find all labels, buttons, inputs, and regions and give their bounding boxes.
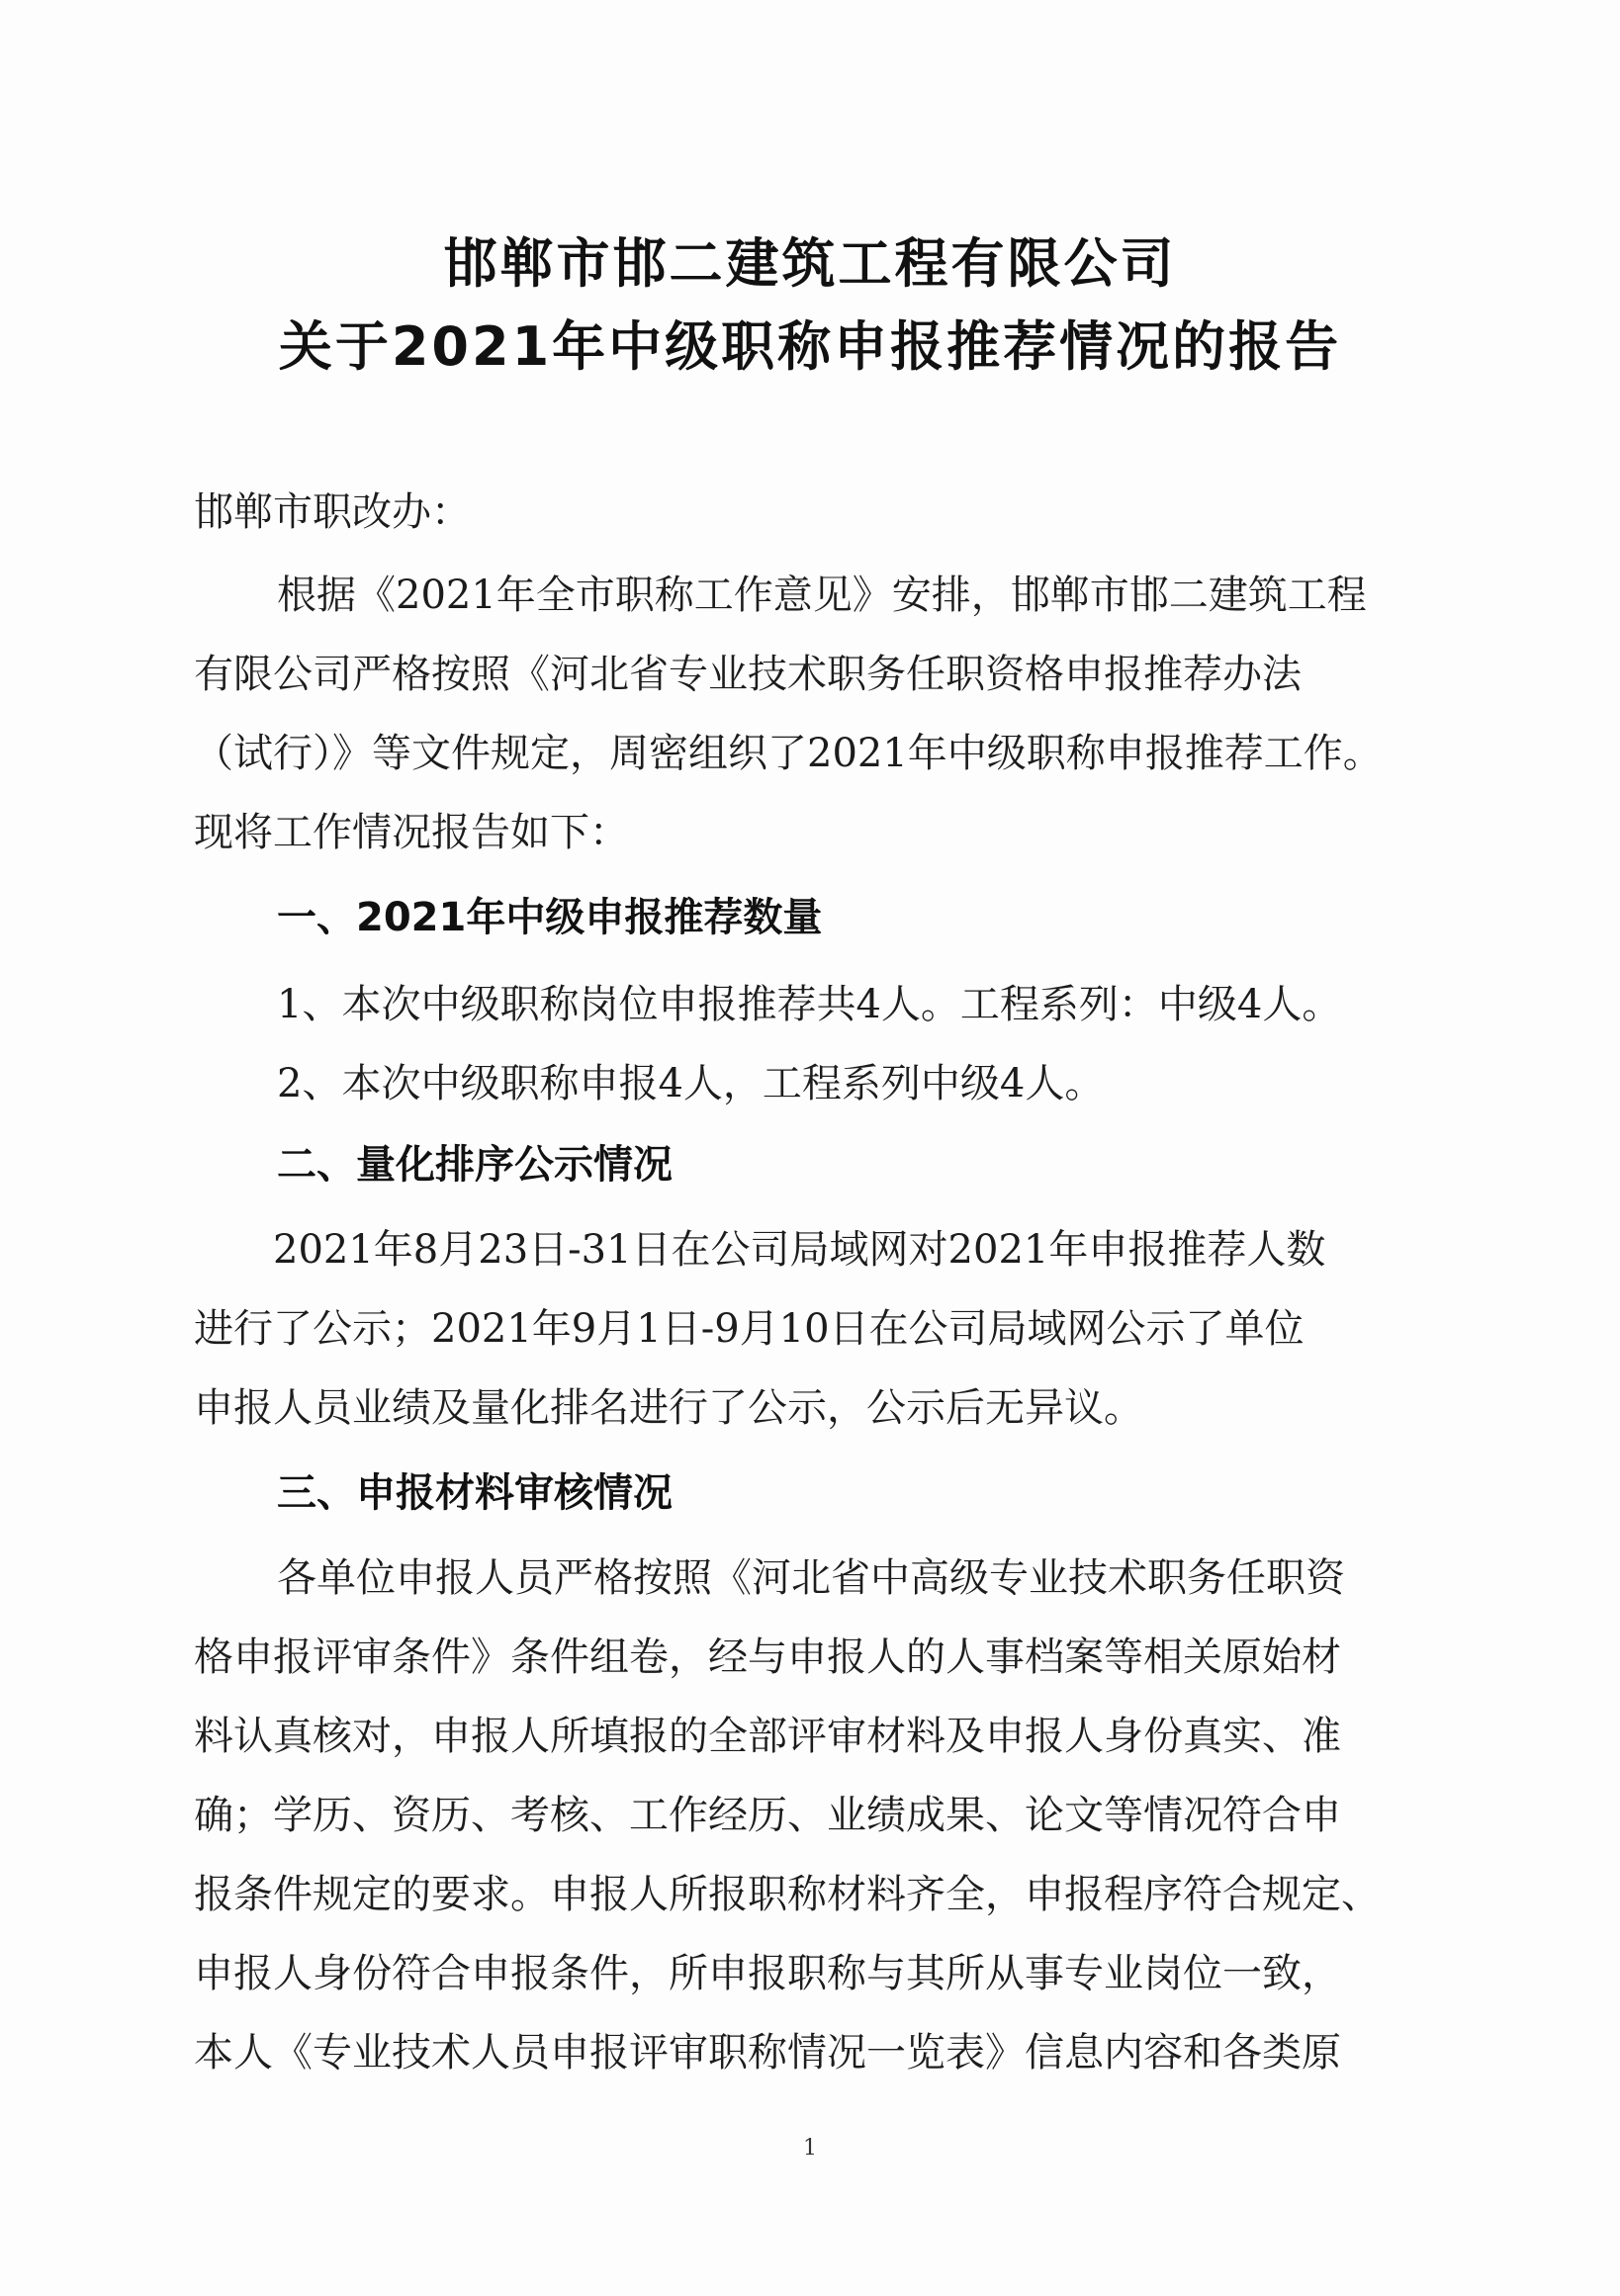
section-heading-1: 一、2021年中级申报推荐数量 xyxy=(277,895,823,940)
section-2-line: 2021年8月23日-31日在公司局域网对2021年申报推荐人数 xyxy=(273,1227,1326,1273)
section-3-line: 报条件规定的要求。申报人所报职称材料齐全，申报程序符合规定、 xyxy=(194,1872,1381,1917)
section-heading-3: 三、申报材料审核情况 xyxy=(277,1470,673,1516)
intro-line: 根据《2021年全市职称工作意见》安排，邯郸市邯二建筑工程 xyxy=(277,573,1367,618)
section-3-line: 格申报评审条件》条件组卷，经与申报人的人事档案等相关原始材 xyxy=(194,1634,1341,1680)
section-1-item: 2、本次中级职称申报4人，工程系列中级4人。 xyxy=(277,1061,1105,1106)
addressee: 邯郸市职改办： xyxy=(194,489,471,535)
section-2-line: 申报人员业绩及量化排名进行了公示，公示后无异议。 xyxy=(194,1385,1143,1431)
section-3-line: 料认真核对，申报人所填报的全部评审材料及申报人身份真实、准 xyxy=(194,1714,1341,1759)
section-3-line: 申报人身份符合申报条件，所申报职称与其所从事专业岗位一致， xyxy=(194,1951,1341,1996)
intro-line: （试行）》等文件规定，周密组织了2021年中级职称申报推荐工作。 xyxy=(194,731,1383,776)
page-number: 1 xyxy=(803,2136,817,2161)
document-title-line-2: 关于2021年中级职称申报推荐情况的报告 xyxy=(278,315,1342,378)
intro-line: 有限公司严格按照《河北省专业技术职务任职资格申报推荐办法 xyxy=(194,652,1302,697)
section-2-line: 进行了公示；2021年9月1日-9月10日在公司局域网公示了单位 xyxy=(194,1306,1305,1352)
section-3-line: 确；学历、资历、考核、工作经历、业绩成果、论文等情况符合申 xyxy=(194,1793,1341,1838)
document-title-line-1: 邯郸市邯二建筑工程有限公司 xyxy=(443,232,1177,295)
section-3-line: 各单位申报人员严格按照《河北省中高级专业技术职务任职资 xyxy=(277,1555,1345,1601)
section-heading-2: 二、量化排序公示情况 xyxy=(277,1142,673,1188)
intro-line: 现将工作情况报告如下： xyxy=(194,810,629,855)
section-1-item: 1、本次中级职称岗位申报推荐共4人。工程系列：中级4人。 xyxy=(277,982,1342,1027)
section-3-line: 本人《专业技术人员申报评审职称情况一览表》信息内容和各类原 xyxy=(194,2030,1341,2075)
